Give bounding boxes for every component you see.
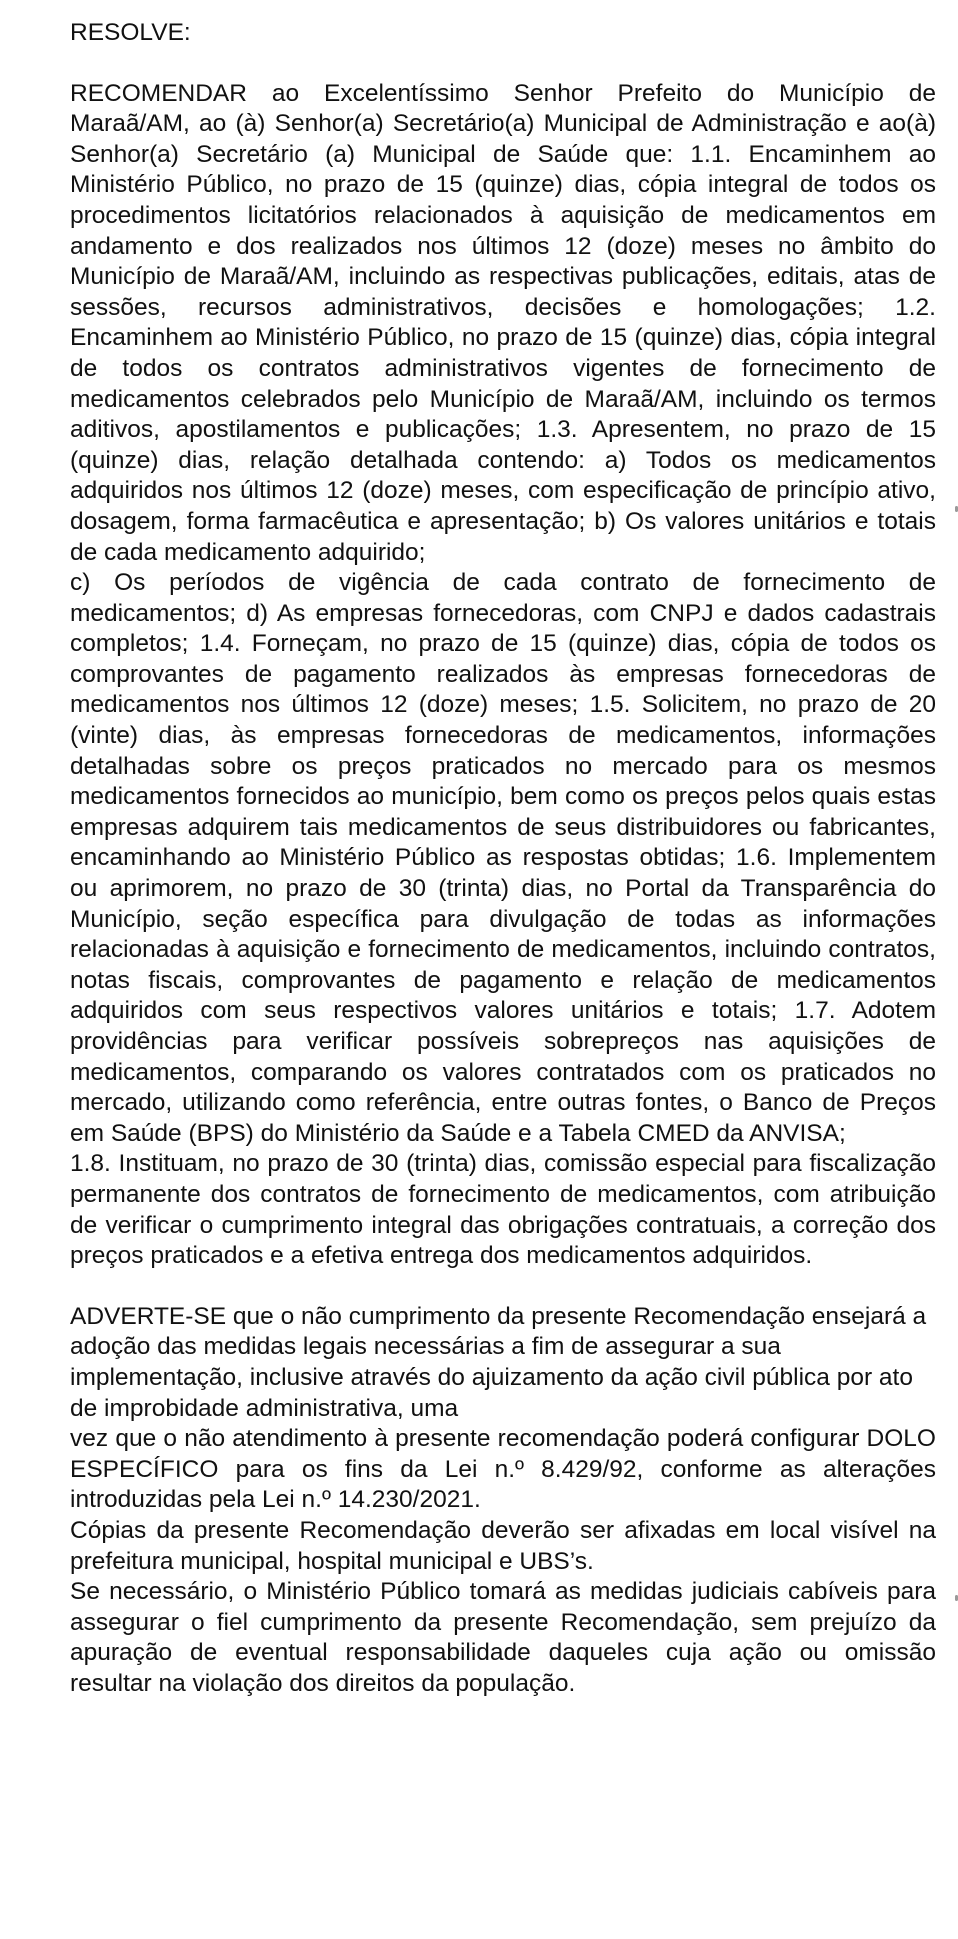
warning-paragraph: vez que o não atendimento à presente recomendação poderá configurar DOLO ESPECÍFICO para os fins da Lei n.º 8.429/92, conforme as alterações introduzidas pela Lei n.º 14.230/2021.	[70, 1425, 936, 1514]
copies-paragraph: Cópias da presente Recomendação deverão ser afixadas em local visível na prefeitura municipal, hospital municipal e UBS’s.	[70, 1516, 936, 1575]
document-page	[70, 18, 936, 1699]
judicial-measures-paragraph: Se necessário, o Ministério Público tomará as medidas judiciais cabíveis para assegurar o fiel cumprimento da presente Recomendação, sem prejuízo da apuração de eventual responsabilidade daqueles cuja ação ou omissão resultar na violação dos direitos da população.	[70, 1578, 936, 1697]
section-heading: RESOLVE:	[70, 19, 191, 46]
paragraph-spacer	[70, 1272, 936, 1302]
recommendation-paragraph: c) Os períodos de vigência de cada contrato de fornecimento de medicamentos; d) As empresas fornecedoras, com CNPJ e dados cadastrais completos; 1.4. Forneçam, no prazo de 15 (quinze) dias, cópia de todos os comprovantes de pagamento realizados às empresas fornecedoras de medicamentos nos últimos 12 (doze) meses; 1.5. Solicitem, no prazo de 20 (vinte) dias, às empresas fornecedoras de medicamentos, informações detalhadas sobre os preços praticados no mercado para os mesmos medicamentos fornecidos ao município, bem como os preços pelos quais estas empresas adquirem tais medicamentos de seus distribuidores ou fabricantes, encaminhando ao Ministério Público as respostas obtidas; 1.6. Implementem ou aprimorem, no prazo de 30 (trinta) dias, no Portal da Transparência do Município, seção específica para divulgação de todas as informações relacionadas à aquisição e fornecimento de medicamentos, incluindo contratos, notas fiscais, comprovantes de pagamento e relação de medicamentos adquiridos com seus respectivos valores unitários e totais; 1.7. Adotem providências para verificar possíveis sobrepreços nas aquisições de medicamentos, comparando os valores contratados com os praticados no mercado, utilizando como referência, entre outras fontes, o Banco de Preços em Saúde (BPS) do Ministério da Saúde e a Tabela CMED da ANVISA;	[70, 569, 936, 1147]
warning-paragraph: ADVERTE-SE que o não cumprimento da presente Recomendação ensejará a adoção das medidas legais necessárias a fim de assegurar a sua implementação, inclusive através do ajuizamento da ação civil pública por ato de improbidade administrativa, uma	[70, 1302, 927, 1422]
recommendation-paragraph: RECOMENDAR ao Excelentíssimo Senhor Prefeito do Município de Maraã/AM, ao (à) Senhor(a) Secretário(a) Municipal de Administração e ao(à) Senhor(a) Secretário (a) Municipal de Saúde que: 1.1. Encaminhem ao Ministério Público, no prazo de 15 (quinze) dias, cópia integral de todos os procedimentos licitatórios relacionados à aquisição de medicamentos em andamento e dos realizados nos últimos 12 (doze) meses no âmbito do Município de Maraã/AM, incluindo as respectivas publicações, editais, atas de sessões, recursos administrativos, decisões e homologações; 1.2. Encaminhem ao Ministério Público, no prazo de 15 (quinze) dias, cópia integral de todos os contratos administrativos vigentes de fornecimento de medicamentos celebrados pelo Município de Maraã/AM, incluindo os termos aditivos, apostilamentos e publicações; 1.3. Apresentem, no prazo de 15 (quinze) dias, relação detalhada contendo: a) Todos os medicamentos adquiridos nos últimos 12 (doze) meses, com especificação de princípio ativo, dosagem, forma farmacêutica e apresentação; b) Os valores unitários e totais de cada medicamento adquirido;	[70, 79, 936, 566]
recommendation-paragraph: 1.8. Instituam, no prazo de 30 (trinta) dias, comissão especial para fiscalização permanente dos contratos de fornecimento de medicamentos, com atribuição de verificar o cumprimento integral das obrigações contratuais, a correção dos preços praticados e a efetiva entrega dos medicamentos adquiridos.	[70, 1150, 936, 1270]
